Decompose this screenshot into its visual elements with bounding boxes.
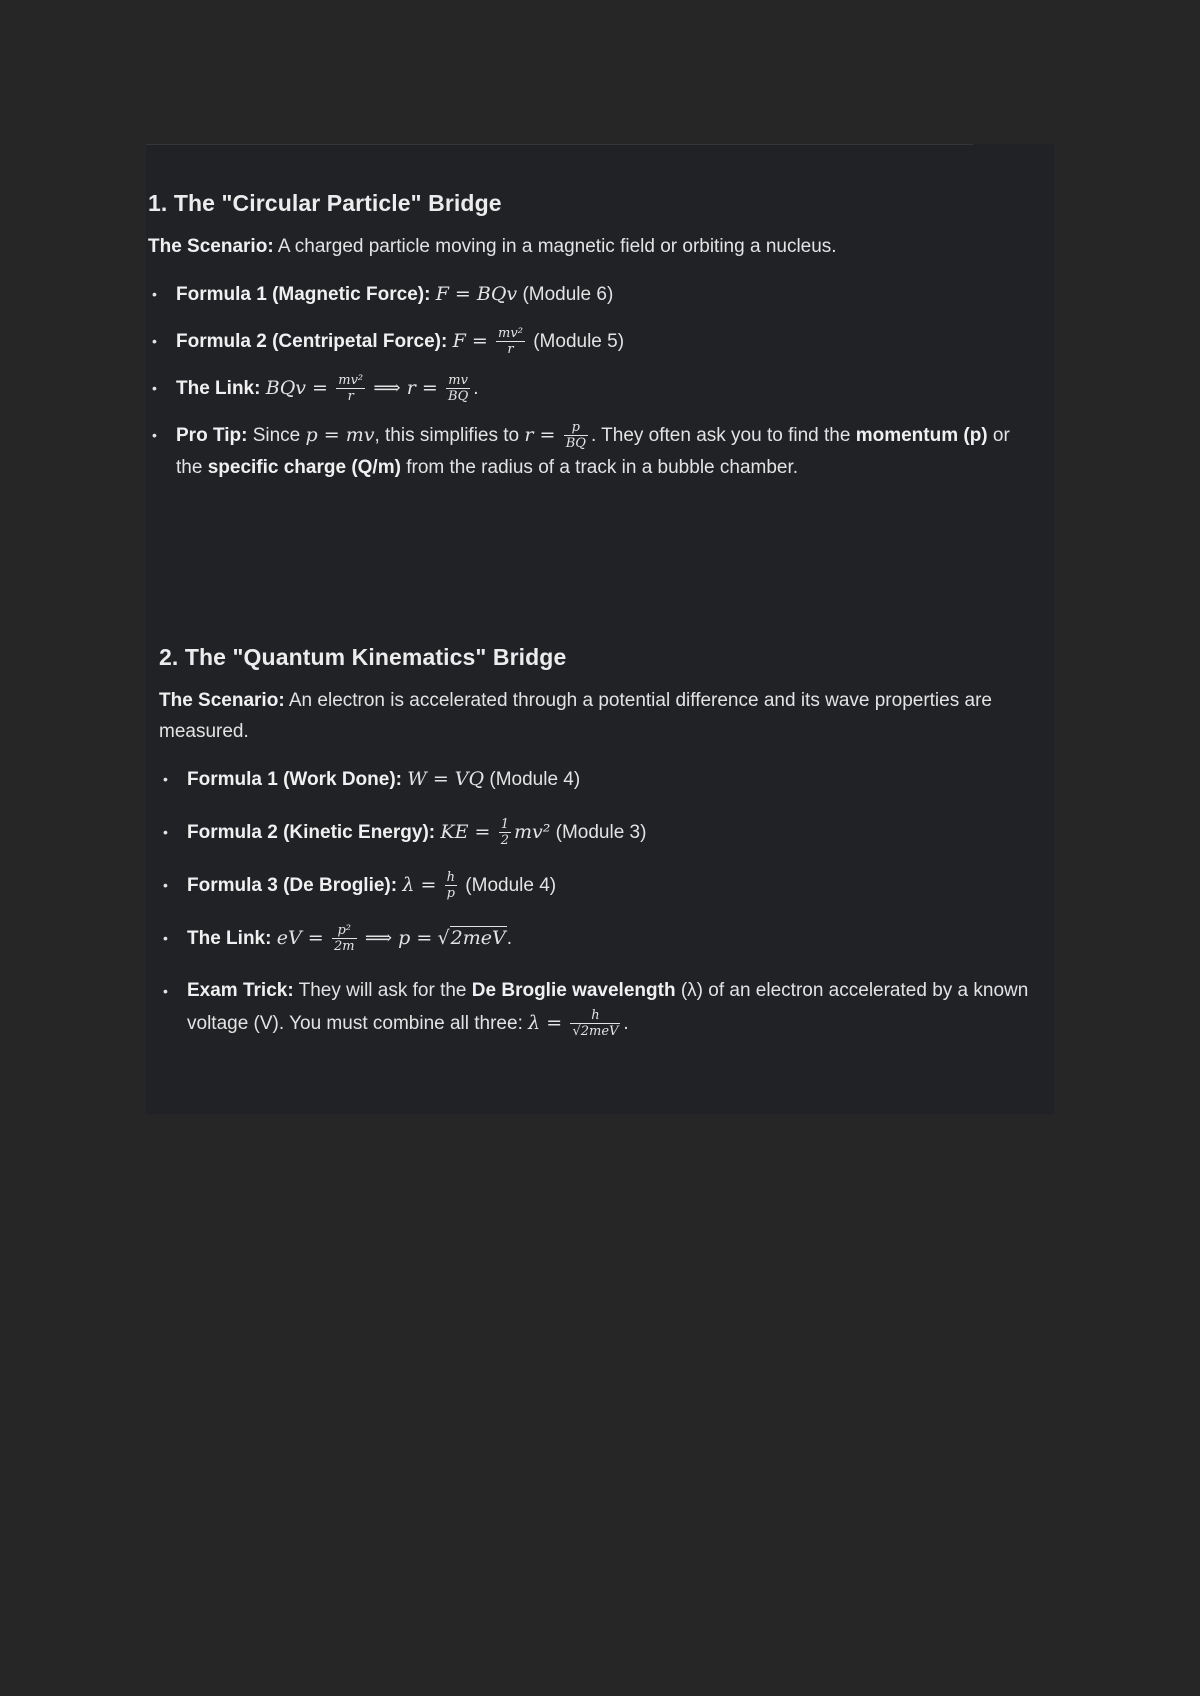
- list-item: • Formula 2 (Kinetic Energy): KE = $\frac{1}{2}$ mv² (Module 3): [163, 817, 647, 849]
- section-quantum-kinematics: [159, 644, 1039, 1040]
- square-root: √2meV: [437, 927, 506, 949]
- bullet-icon: •: [163, 824, 168, 840]
- scenario: The Scenario: An electron is accelerated through a potential difference and its wave properties are measured.: [159, 690, 992, 742]
- content-panel: [146, 144, 1054, 1114]
- formula-list: [159, 763, 1039, 1040]
- fraction: $\frac{h}{\text{√2meV}}$: [572, 1008, 619, 1040]
- divider: [146, 144, 973, 145]
- list-item: • Exam Trick: They will ask for the De Broglie wavelength (λ) of an electron accelerated by a known voltage (V). You must combine all three: λ = $\frac{h}{\text{√2meV}}$ .: [159, 975, 1039, 1040]
- fraction: $\frac{\text{mv²}}{r}$: [338, 373, 364, 405]
- bullet-icon: •: [152, 380, 157, 396]
- section-title: 1. The "Circular Particle" Bridge: [148, 190, 502, 216]
- bullet-icon: •: [163, 930, 168, 946]
- formula-list: [148, 278, 1028, 484]
- bullet-icon: •: [163, 877, 168, 893]
- fraction: $\frac{p}{BQ}$: [565, 420, 586, 452]
- list-item: • The Link: BQv = $\frac{\text{mv²}}{r}$ ⟹ r = $\frac{mv}{BQ}$ .: [152, 373, 479, 405]
- list-item: • Formula 2 (Centripetal Force): F = $\frac{\text{mv²}}{r}$ (Module 5): [152, 326, 625, 358]
- bullet-icon: •: [152, 333, 157, 349]
- list-item: • Formula 1 (Work Done): W = VQ (Module 4): [159, 763, 1039, 796]
- list-item: • The Link: eV = $\frac{\text{p²}}{2m}$ ⟹ p = √2meV.: [163, 923, 512, 955]
- list-item: • Pro Tip: Since p = mv, this simplifies to r = $\frac{p}{BQ}$ . They often ask you to find the momentum (p) or the specific charge (Q/m) from the radius of a track in a bubble chamber.: [152, 420, 1010, 478]
- scenario: The Scenario: A charged particle moving in a magnetic field or orbiting a nucleus.: [148, 236, 837, 257]
- list-item: • Formula 1 (Magnetic Force): F = BQv (Module 6): [148, 278, 1028, 311]
- section-circular-particle: [148, 190, 1028, 484]
- fraction: $\frac{\text{p²}}{2m}$: [333, 923, 355, 955]
- fraction: $\frac{\text{mv²}}{r}$: [498, 326, 523, 358]
- list-item: • Formula 3 (De Broglie): λ = $\frac{h}{p}$ (Module 4): [163, 870, 557, 902]
- fraction: $\frac{h}{p}$: [446, 870, 456, 902]
- bullet-icon: •: [152, 427, 157, 443]
- fraction: $\frac{1}{2}$: [500, 817, 509, 849]
- bullet-icon: •: [163, 771, 168, 787]
- bullet-icon: •: [152, 286, 157, 302]
- fraction: $\frac{mv}{BQ}$: [448, 373, 469, 405]
- section-title: 2. The "Quantum Kinematics" Bridge: [159, 644, 567, 670]
- bullet-icon: •: [163, 983, 168, 999]
